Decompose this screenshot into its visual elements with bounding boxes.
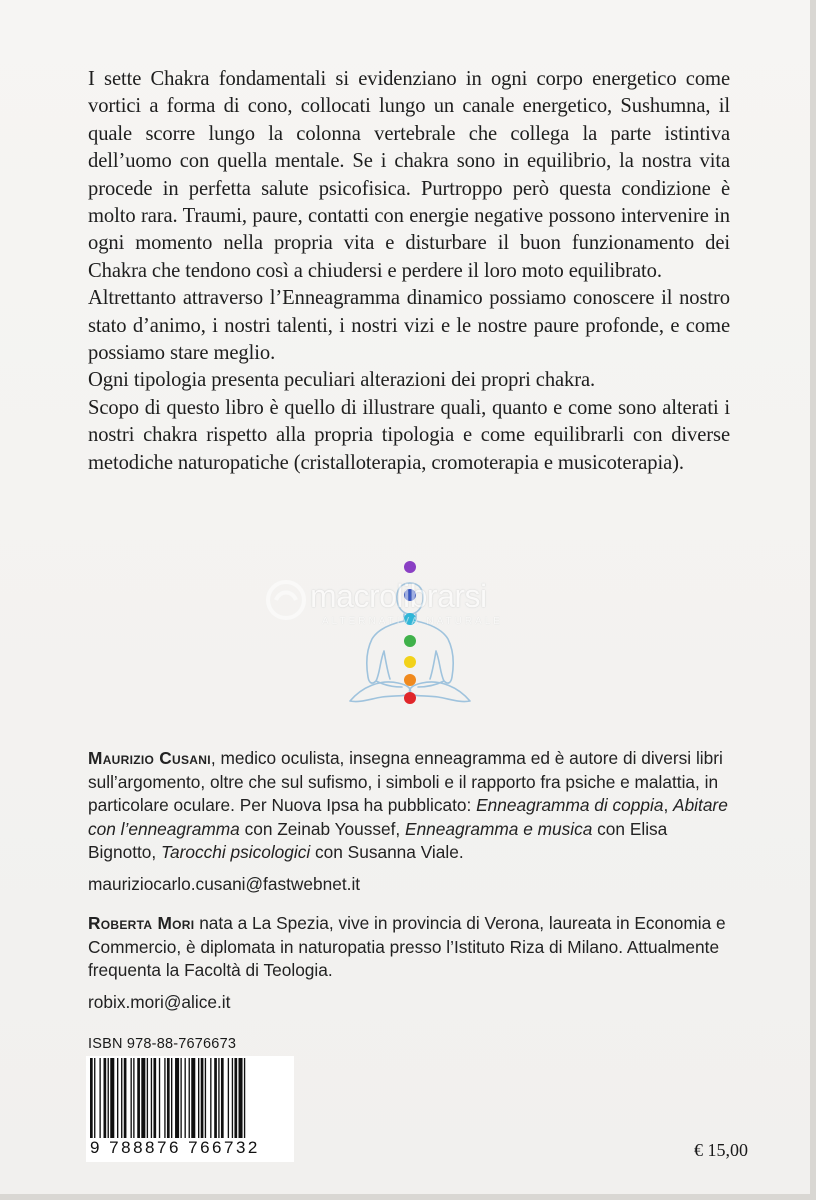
bio-text: con Elisa Bignotto,: [88, 818, 668, 862]
author-email: robix.mori@alice.it: [88, 991, 231, 1012]
barcode-bar: [171, 1058, 172, 1138]
author-bio-text: [88, 747, 730, 865]
barcode-bar: [90, 1058, 93, 1138]
watermark-brand: macrolibrarsi: [310, 578, 487, 614]
author-bio-text: [88, 912, 730, 983]
author-bio-2: [88, 912, 730, 1014]
barcode-bar: [201, 1058, 204, 1138]
watermark-logo-icon: [264, 578, 308, 622]
book-title: Abitare con l’enneagramma: [88, 795, 728, 839]
barcode-bar: [147, 1058, 148, 1138]
root-chakra-dot: [404, 692, 416, 704]
barcode-bar: [221, 1058, 224, 1138]
isbn-label: ISBN 978-88-7676673: [88, 1036, 237, 1052]
barcode-bar: [141, 1058, 145, 1138]
author-email: mauriziocarlo.cusani@fastwebnet.it: [88, 873, 361, 894]
author-name: Roberta Mori: [88, 913, 195, 933]
barcode-bar: [167, 1058, 170, 1138]
barcode-bar: [175, 1058, 179, 1138]
watermark-tagline: ALTERNATIVA NATURALE: [322, 616, 503, 627]
barcode-bar: [244, 1058, 245, 1138]
barcode-bar: [99, 1058, 100, 1138]
author-bio-1: [88, 747, 730, 896]
barcode-bar: [153, 1058, 156, 1138]
bio-text: con Zeinab Youssef,: [239, 818, 406, 839]
barcode-bar: [191, 1058, 195, 1138]
barcode-bar: [234, 1058, 237, 1138]
intro-paragraph: Scopo di questo libro è quello di illustrare quali, quanto e come sono alterati i nostri chakra rispetto alla propria tipologia e come equilibrarli con diverse metodiche naturopatiche (cristalloterapia, cromoterapia e musicoterapia).: [88, 396, 730, 474]
bio-text: con Susanna Viale.: [310, 842, 464, 862]
intro-paragraph: I sette Chakra fondamentali si evidenziano in ogni corpo energetico come vortici a forma di cono, collocati lungo un canale energetico, Sushumna, il quale scorre lungo la colonna vertebrale che collega la parte istintiva dell’uomo con quella mentale. Se i chakra sono in equilibrio, la nostra vita procede in perfetta salute psicofisica. Purtroppo però questa condizione è molto rara. Traumi, paure, contatti con energie negative possono intervenire in ogni momento nella propria vita e disturbare il buon funzionamento dei Chakra che tendono così a chiudersi e perdere il loro moto equilibrato.: [88, 68, 730, 282]
barcode-bar: [210, 1058, 211, 1138]
book-title: Tarocchi psicologici: [161, 842, 311, 862]
author-name: Maurizio Cusani: [88, 748, 211, 768]
barcode-bar: [218, 1058, 219, 1138]
barcode-bar: [121, 1058, 122, 1138]
bio-text: , medico oculista, insegna enneagramma ed è autore di diversi libri sull’argomento, oltre che sul sufismo, i simboli e il rapporto fra psiche e malattia, in particolare oculare. Per Nuova Ipsa ha pubblicato:: [88, 748, 723, 815]
sacral-chakra-dot: [404, 674, 416, 686]
intro-text: [88, 66, 730, 477]
bio-text: nata a La Spezia, vive in provincia di Verona, laureata in Economia e Commercio, è diplomata in naturopatia presso l’Istituto Riza di Milano. Attualmente frequenta la Facoltà di Teologia.: [88, 913, 726, 980]
barcode-bar: [239, 1058, 243, 1138]
heart-chakra-dot: [404, 635, 416, 647]
barcode-bar: [159, 1058, 160, 1138]
barcode-bar: [137, 1058, 140, 1138]
crown-chakra-dot: [404, 561, 416, 573]
barcode-bar: [205, 1058, 206, 1138]
barcode-bar: [94, 1058, 95, 1138]
barcode-bar: [228, 1058, 229, 1138]
intro-paragraph: Altrettanto attraverso l’Enneagramma dinamico possiamo conoscere il nostro stato d’animo, i nostri talenti, i nostri vizi e le nostre paure profonde, e come possiamo stare meglio.: [88, 287, 730, 365]
barcode-number: 9 788876 766732: [90, 1138, 260, 1157]
barcode-bar: [108, 1058, 109, 1138]
book-title: Enneagramma di coppia: [476, 795, 664, 815]
barcode-bar: [198, 1058, 199, 1138]
barcode-bar: [131, 1058, 132, 1138]
bio-text: ,: [663, 795, 674, 815]
watermark: [262, 574, 562, 634]
book-title: Enneagramma e musica: [405, 818, 593, 839]
barcode-bar: [232, 1058, 233, 1138]
barcode-bar: [189, 1058, 190, 1138]
barcode-bar: [151, 1058, 152, 1138]
intro-paragraph: Ogni tipologia presenta peculiari alterazioni dei propri chakra.: [88, 369, 596, 392]
barcode-bar: [214, 1058, 217, 1138]
barcode-bar: [180, 1058, 181, 1138]
barcode-bar: [104, 1058, 107, 1138]
price: € 15,00: [694, 1140, 748, 1160]
barcode-bars: [86, 1056, 294, 1140]
solar-plexus-chakra-dot: [404, 656, 416, 668]
barcode-bar: [124, 1058, 127, 1138]
barcode-bar: [133, 1058, 134, 1138]
barcode-bar: [185, 1058, 186, 1138]
barcode-bar: [117, 1058, 118, 1138]
barcode-bar: [110, 1058, 114, 1138]
barcode-bar: [164, 1058, 165, 1138]
